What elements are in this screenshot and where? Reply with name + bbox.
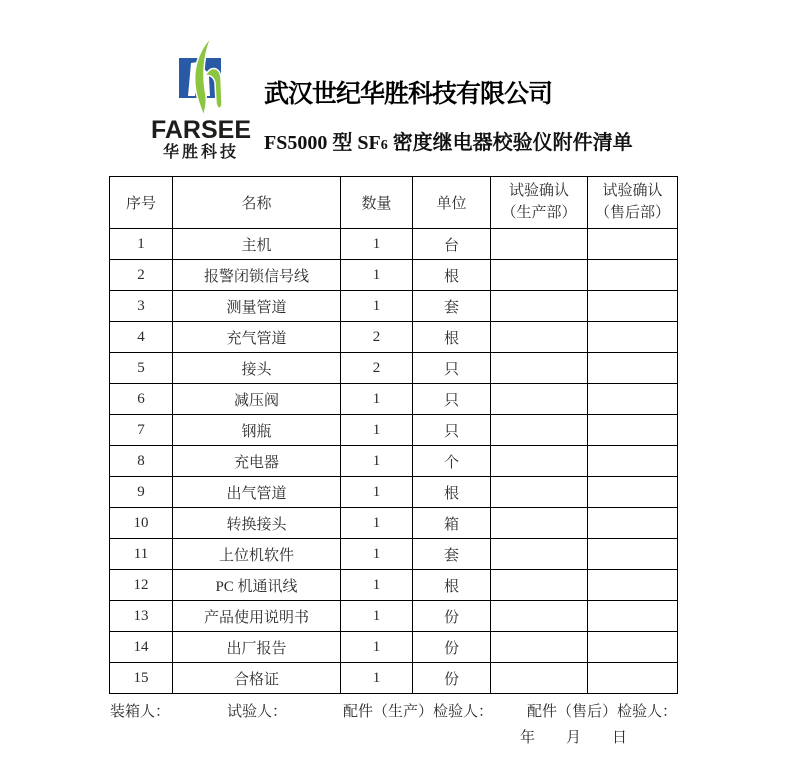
table-row (110, 477, 678, 508)
row-unit-cell: 份 (413, 632, 491, 663)
confirm-production-cell (491, 322, 588, 353)
doc-subtitle-sf6-digit: 6 (380, 138, 388, 153)
row-name-cell: 上位机软件 (173, 539, 341, 570)
farsee-logo-icon (176, 34, 226, 118)
tester-label: 试验人： (227, 704, 288, 720)
parts-table-body (110, 229, 678, 694)
row-no-cell: 8 (110, 446, 173, 477)
confirm-production-cell (491, 229, 588, 260)
confirm-aftersales-cell (588, 415, 678, 446)
confirm-aftersales-cell (588, 446, 678, 477)
confirm-aftersales-cell (588, 508, 678, 539)
table-row (110, 229, 678, 260)
row-no-cell: 9 (110, 477, 173, 508)
row-no-cell: 11 (110, 539, 173, 570)
confirm-production-cell (491, 446, 588, 477)
confirm-aftersales-cell (588, 291, 678, 322)
table-row (110, 663, 678, 694)
logo-brand-text: FARSEE (150, 116, 252, 144)
row-name-cell: 接头 (173, 353, 341, 384)
packer-label: 装箱人： (110, 704, 171, 720)
table-row (110, 322, 678, 353)
row-qty-cell: 1 (341, 477, 413, 508)
row-name-cell: 充电器 (173, 446, 341, 477)
doc-subtitle-suffix: 密度继电器校验仪附件清单 (387, 132, 633, 154)
header-confirm-aftersales (588, 177, 678, 229)
confirm-aftersales-cell (588, 353, 678, 384)
row-no-cell: 2 (110, 260, 173, 291)
row-name-cell: 钢瓶 (173, 415, 341, 446)
confirm-production-cell (491, 601, 588, 632)
confirm-aftersales-cell (588, 260, 678, 291)
confirm-production-cell (491, 477, 588, 508)
table-row (110, 353, 678, 384)
confirm-production-cell (491, 384, 588, 415)
header-confirm-aftersales-line2: （售后部） (594, 204, 670, 221)
row-name-cell: 转换接头 (173, 508, 341, 539)
row-unit-cell: 台 (413, 229, 491, 260)
confirm-production-cell (491, 291, 588, 322)
confirm-aftersales-cell (588, 601, 678, 632)
confirm-aftersales-cell (588, 663, 678, 694)
date-month-label: 月 (566, 730, 582, 746)
row-unit-cell: 套 (413, 539, 491, 570)
confirm-production-cell (491, 260, 588, 291)
row-name-cell: 合格证 (173, 663, 341, 694)
aftersales-inspector-label: 配件（售后）检验人： (527, 704, 678, 720)
confirm-production-cell (491, 415, 588, 446)
row-unit-cell: 只 (413, 384, 491, 415)
row-name-cell: 测量管道 (173, 291, 341, 322)
table-row (110, 415, 678, 446)
row-name-cell: 减压阀 (173, 384, 341, 415)
confirm-aftersales-cell (588, 477, 678, 508)
header-qty: 数量 (341, 177, 413, 229)
row-no-cell: 6 (110, 384, 173, 415)
row-name-cell: 出气管道 (173, 477, 341, 508)
logo-brand-cn-text: 华胜科技 (162, 144, 239, 161)
table-row (110, 384, 678, 415)
header-name: 名称 (173, 177, 341, 229)
row-no-cell: 5 (110, 353, 173, 384)
confirm-aftersales-cell (588, 322, 678, 353)
row-no-cell: 12 (110, 570, 173, 601)
row-qty-cell: 1 (341, 291, 413, 322)
row-name-cell: 出厂报告 (173, 632, 341, 663)
row-name-cell: 报警闭锁信号线 (173, 260, 341, 291)
row-unit-cell: 只 (413, 353, 491, 384)
row-no-cell: 3 (110, 291, 173, 322)
row-unit-cell: 箱 (413, 508, 491, 539)
row-qty-cell: 1 (341, 260, 413, 291)
confirm-aftersales-cell (588, 632, 678, 663)
date-day-label: 日 (612, 730, 628, 746)
confirm-production-cell (491, 663, 588, 694)
row-no-cell: 14 (110, 632, 173, 663)
row-qty-cell: 2 (341, 322, 413, 353)
row-unit-cell: 根 (413, 322, 491, 353)
row-name-cell: 主机 (173, 229, 341, 260)
confirm-production-cell (491, 508, 588, 539)
confirm-production-cell (491, 353, 588, 384)
header-unit: 单位 (413, 177, 491, 229)
row-qty-cell: 1 (341, 570, 413, 601)
row-qty-cell: 1 (341, 508, 413, 539)
row-qty-cell: 1 (341, 415, 413, 446)
header-confirm-production (491, 177, 588, 229)
row-qty-cell: 1 (341, 663, 413, 694)
row-qty-cell: 1 (341, 446, 413, 477)
doc-subtitle (264, 126, 633, 155)
row-no-cell: 7 (110, 415, 173, 446)
row-unit-cell: 份 (413, 663, 491, 694)
header-confirm-aftersales-line1: 试验确认 (602, 182, 663, 199)
row-unit-cell: 份 (413, 601, 491, 632)
date-year-label: 年 (520, 730, 536, 746)
company-title: 武汉世纪华胜科技有限公司 (264, 80, 553, 108)
confirm-aftersales-cell (588, 229, 678, 260)
row-unit-cell: 根 (413, 260, 491, 291)
table-row (110, 632, 678, 663)
table-row (110, 539, 678, 570)
row-qty-cell: 1 (341, 229, 413, 260)
row-unit-cell: 个 (413, 446, 491, 477)
farsee-logo (146, 34, 256, 162)
row-qty-cell: 1 (341, 384, 413, 415)
confirm-production-cell (491, 539, 588, 570)
table-row (110, 601, 678, 632)
row-unit-cell: 根 (413, 570, 491, 601)
table-row (110, 260, 678, 291)
table-row (110, 446, 678, 477)
table-row (110, 508, 678, 539)
doc-subtitle-prefix: FS5000 型 SF (264, 132, 381, 154)
confirm-aftersales-cell (588, 570, 678, 601)
confirm-aftersales-cell (588, 539, 678, 570)
row-no-cell: 10 (110, 508, 173, 539)
row-qty-cell: 1 (341, 601, 413, 632)
header-confirm-production-line2: （生产部） (501, 204, 577, 221)
table-header-row (110, 177, 678, 229)
confirm-aftersales-cell (588, 384, 678, 415)
table-row (110, 291, 678, 322)
confirm-production-cell (491, 570, 588, 601)
row-unit-cell: 只 (413, 415, 491, 446)
parts-table (109, 176, 678, 694)
production-inspector-label: 配件（生产）检验人： (343, 704, 494, 720)
row-unit-cell: 根 (413, 477, 491, 508)
row-no-cell: 13 (110, 601, 173, 632)
header-no: 序号 (110, 177, 173, 229)
row-name-cell: 充气管道 (173, 322, 341, 353)
row-qty-cell: 1 (341, 539, 413, 570)
row-no-cell: 4 (110, 322, 173, 353)
header-confirm-production-line1: 试验确认 (508, 182, 569, 199)
row-no-cell: 1 (110, 229, 173, 260)
confirm-production-cell (491, 632, 588, 663)
row-qty-cell: 1 (341, 632, 413, 663)
table-row (110, 570, 678, 601)
row-no-cell: 15 (110, 663, 173, 694)
row-name-cell: 产品使用说明书 (173, 601, 341, 632)
row-unit-cell: 套 (413, 291, 491, 322)
row-qty-cell: 2 (341, 353, 413, 384)
row-name-cell: PC 机通讯线 (173, 570, 341, 601)
